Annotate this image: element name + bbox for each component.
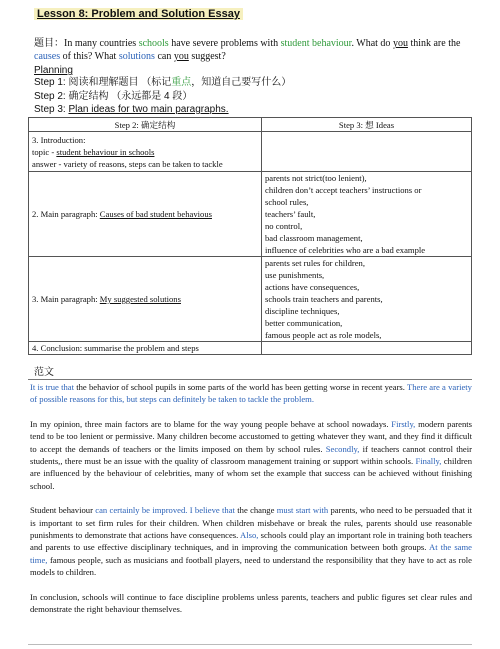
planning-heading: Planning: [34, 65, 73, 76]
intro-line-2: [32, 146, 258, 158]
list-item: children don’t accept teachers’ instructions or: [265, 185, 422, 195]
essay-body-2: [30, 504, 472, 578]
list-item: discipline techniques,: [265, 306, 340, 316]
table-row-paragraph-2: [29, 257, 472, 342]
text-run: I believe that: [189, 505, 235, 516]
question-text: [64, 38, 460, 49]
header-ideas: Step 3: 想 Ideas: [262, 118, 472, 132]
question-label: 题目：: [34, 38, 64, 49]
text-run: think are the: [407, 38, 461, 49]
text-run: Secondly,: [325, 443, 360, 454]
planning-table: [28, 117, 472, 355]
text-run: Student behaviour: [30, 505, 96, 516]
intro-line-1: 3. Introduction:: [32, 134, 86, 145]
text-run: the behavior of school pupils in some parts of the world has been getting worse in recent years.: [73, 382, 408, 392]
paragraph-2-cell: [29, 257, 262, 342]
step3-label: Step 3:: [34, 104, 69, 115]
model-essay-label: 范文: [34, 367, 54, 378]
list-item: influence of celebrities who are a bad example: [265, 245, 426, 255]
list-item: schools train teachers and parents,: [265, 294, 383, 304]
topic-label: topic -: [32, 146, 57, 157]
header-structure: Step 2: 确定结构: [29, 118, 262, 132]
table-header-row: [29, 118, 472, 132]
text-run: Also,: [240, 530, 259, 541]
text-run: At the same time,: [30, 542, 472, 565]
essay: [30, 381, 472, 616]
list-item: famous people act as role models,: [265, 330, 382, 340]
step1-text-end: ，知道自己要写什么）: [191, 77, 292, 88]
text-run: student behaviour: [280, 38, 352, 49]
divider: [28, 379, 472, 380]
paragraph-2-title: My suggested solutions: [99, 294, 181, 304]
planning-step-2: Step 2: 确定结构 （永远都是 4 段）: [34, 91, 193, 102]
text-run: you: [173, 51, 189, 62]
paragraph-1-ideas: [262, 172, 472, 257]
text-run: suggest?: [188, 51, 226, 62]
text-run: schools could play an important role in training both teachers and parents to use effective disciplinary techniques, and in improving the communication between both groups.: [30, 530, 472, 553]
list-item: use punishments,: [265, 270, 325, 280]
text-run: must start with: [276, 505, 329, 516]
text-run: parents, who need to be persuaded that it is important to set firm rules for their children. When children misbehave or break the rules, parents should use reasonable punishments to demonstrate that actions have consequences.: [30, 505, 473, 541]
text-run: It is true that: [30, 382, 74, 392]
planning-step-3: [34, 103, 229, 116]
intro-ideas-cell: [262, 132, 472, 172]
paragraph-1-cell: [29, 172, 262, 257]
text-run: In my opinion, three main factors are to blame for the way young people behave at school nowadays.: [30, 418, 392, 429]
question-text-continued: [34, 51, 226, 62]
step3-text: Plan ideas for two main paragraphs.: [68, 104, 229, 115]
topic-value: student behaviour in schools: [56, 146, 155, 157]
text-run: . What do: [351, 38, 393, 49]
list-item: teachers’ fault,: [265, 209, 316, 219]
text-run: famous people, such as musicians and football players, need to understand the responsibility that they have to act as role models to children.: [30, 554, 472, 578]
text-run: Firstly,: [391, 418, 416, 429]
bottom-divider: [28, 644, 472, 645]
conclusion-cell: 4. Conclusion: summarise the problem and steps: [29, 342, 262, 355]
lesson-title: Lesson 8: Problem and Solution Essay: [34, 8, 243, 20]
table-row-paragraph-1: [29, 172, 472, 257]
text-run: solutions: [118, 51, 155, 62]
text-run: modern parents tend to be too lenient or permissive. Many children become accustomed to getting whatever they want, and they find it difficult to accept the demands of teachers or the limits imposed on them by school rules.: [30, 418, 472, 454]
paragraph-1-prefix: 2. Main paragraph:: [32, 209, 100, 219]
list-item: no control,: [265, 221, 303, 231]
paragraph-2-prefix: 3. Main paragraph:: [32, 294, 100, 304]
text-run: of this? What: [60, 51, 119, 62]
text-run: In many countries: [64, 38, 139, 49]
text-run: can: [154, 51, 174, 62]
conclusion-ideas-cell: [262, 342, 472, 355]
text-run: have severe problems with: [168, 38, 281, 49]
text-run: schools: [138, 38, 169, 49]
text-run: Finally,: [415, 456, 442, 467]
text-run: can certainly be improved.: [95, 505, 188, 516]
question-line-1: [34, 37, 460, 50]
text-run: the change: [234, 505, 277, 516]
text-run: if teachers cannot control their students,, there must be an issue with the quality of classroom management training or support within schools.: [30, 443, 472, 467]
list-item: actions have consequences,: [265, 282, 360, 292]
list-item: bad classroom management,: [265, 233, 363, 243]
text-run: There are a variety of possible reasons for this, but steps can definitely be taken to tackle the problem.: [30, 382, 472, 405]
text-run: you: [392, 38, 408, 49]
text-run: children are influenced by the behaviour of celebrities, many of whom set the example that success can be achieved without finishing school.: [30, 456, 472, 491]
essay-introduction: [30, 381, 472, 406]
essay-conclusion: In conclusion, schools will continue to face discipline problems unless parents, teachers and public figures set clear rules and demonstrate the right behaviour themselves.: [30, 591, 472, 615]
paragraph-1-title: Causes of bad student behavious: [99, 209, 212, 219]
list-item: parents set rules for children,: [265, 258, 365, 268]
intro-line-3: answer - variety of reasons, steps can be taken to tackle: [32, 158, 223, 169]
list-item: parents not strict(too lenient),: [265, 173, 367, 183]
text-run: causes: [34, 51, 61, 62]
list-item: better communication,: [265, 318, 343, 328]
table-row-conclusion: [29, 342, 472, 355]
step1-highlight: 重点: [171, 77, 192, 88]
planning-step-1: [34, 76, 291, 89]
intro-cell: [29, 132, 262, 172]
question-line-2: [34, 50, 226, 63]
paragraph-2-ideas: [262, 257, 472, 342]
step1-text: Step 1: 阅读和理解题目 （标记: [34, 77, 172, 88]
list-item: school rules,: [265, 197, 309, 207]
essay-body-1: [30, 418, 472, 492]
table-row-intro: [29, 132, 472, 172]
